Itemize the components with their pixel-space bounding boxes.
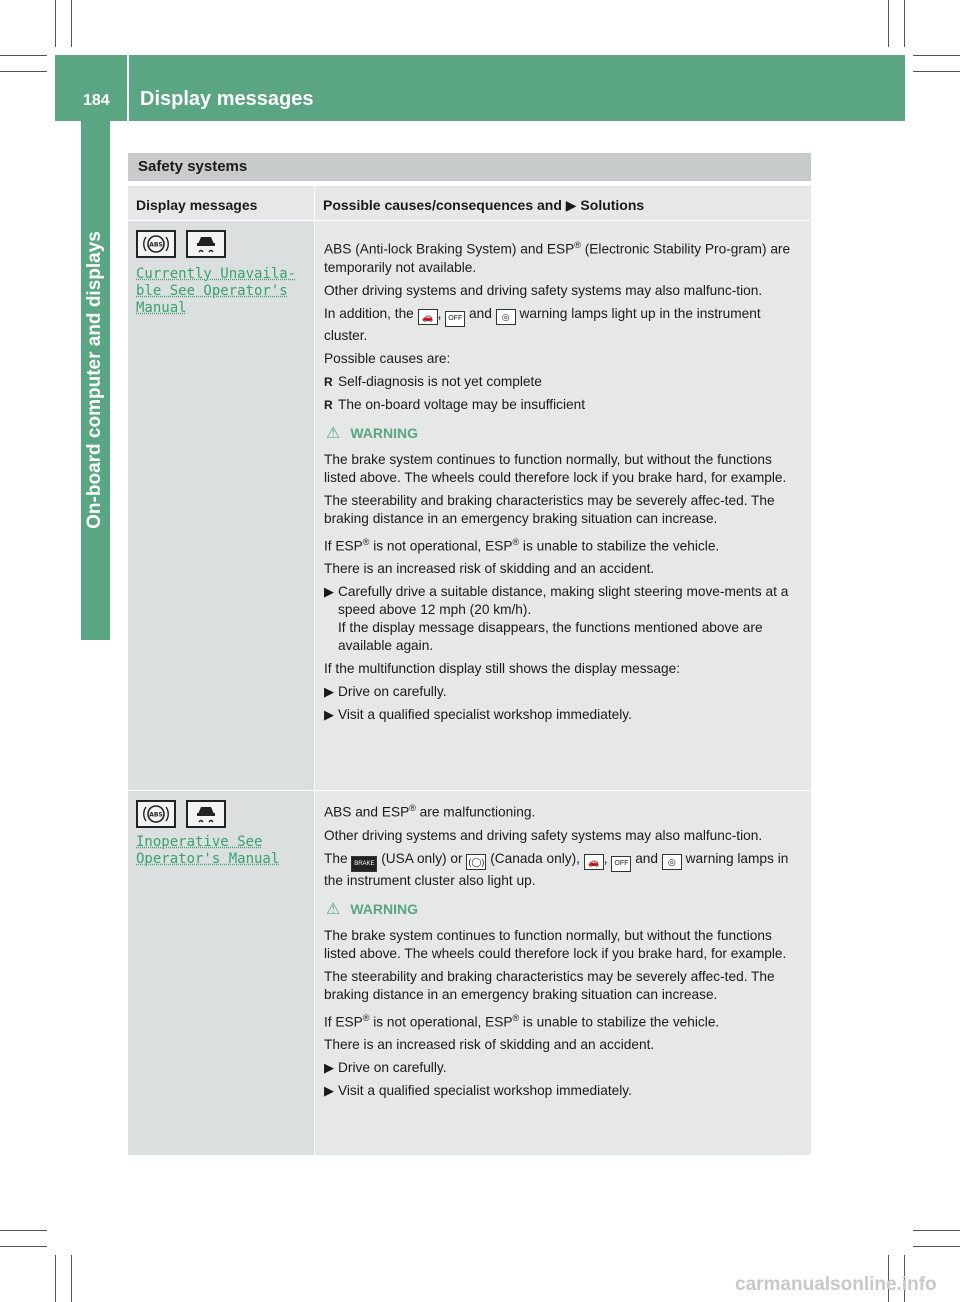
- crop-mark: [0, 55, 47, 56]
- crop-mark: [913, 71, 960, 72]
- brake-icon: BRAKE: [351, 856, 377, 872]
- arrow-icon: ▶: [324, 1060, 334, 1076]
- esp-warning-icon: 🚗: [418, 309, 438, 325]
- warning-heading: ⚠ WARNING: [326, 424, 419, 442]
- table-row-1-causes-cell: [315, 221, 811, 790]
- page-number: 184: [83, 92, 110, 109]
- arrow-icon: ▶: [324, 1083, 334, 1099]
- page-title: Display messages: [140, 88, 314, 110]
- esp-off-icon: OFF: [611, 856, 631, 872]
- warning-triangle-icon: ⚠: [326, 900, 341, 918]
- table-header-messages: [128, 186, 314, 220]
- crop-mark: [913, 1230, 960, 1231]
- paragraph: The brake system continues to function normally, but without the functions listed above. The wheels could therefore lock if you brake hard, for example.: [324, 927, 787, 961]
- arrow-icon: ▶: [324, 684, 334, 700]
- crop-mark: [0, 1230, 47, 1231]
- abs-warning-icon: ◎: [662, 854, 682, 870]
- display-message-text: Inoperative See Operator's Manual: [136, 834, 280, 867]
- esp-warning-icon: 🚗: [584, 854, 604, 870]
- column-header: Possible causes/consequences and ▶ Solutions: [323, 197, 645, 213]
- paragraph: ABS and ESP® are malfunctioning.: [324, 803, 536, 820]
- section-heading: [128, 153, 811, 181]
- list-item: R The on-board voltage may be insufficient: [324, 396, 586, 412]
- paragraph: The BRAKE (USA only) or (◯) (Canada only), 🚗 , OFF and ◎ warning lamps in the instrument cluster also light up.: [324, 850, 789, 888]
- paragraph: In addition, the 🚗 , OFF and ◎ warning lamps light up in the instrument cluster.: [324, 305, 761, 343]
- step-item: ▶ Visit a qualified specialist workshop immediately.: [324, 707, 632, 723]
- step-item: ▶ Carefully drive a suitable distance, making slight steering move-ments at a speed above 12 mph (20 km/h). If the display message disappears, the functions mentioned above are available again.: [324, 584, 789, 654]
- paragraph: ABS (Anti-lock Braking System) and ESP® (Electronic Stability Pro-gram) are temporarily not available.: [324, 240, 791, 275]
- svg-text:ABS: ABS: [149, 811, 163, 819]
- esp-off-icon: OFF: [445, 311, 465, 327]
- esp-skid-icon: [186, 230, 226, 258]
- abs-warning-icon: ◎: [496, 309, 516, 325]
- chapter-tab-label: On-board computer and displays: [84, 231, 105, 529]
- crop-mark: [55, 1255, 56, 1302]
- watermark: carmanualsonline.info: [735, 1274, 937, 1295]
- column-header: Display messages: [136, 197, 258, 213]
- brake-circle-icon: (◯): [466, 854, 486, 870]
- crop-mark: [904, 0, 905, 47]
- list-item: R Self-diagnosis is not yet complete: [324, 373, 542, 389]
- paragraph: Other driving systems and driving safety systems may also malfunc-tion.: [324, 282, 763, 298]
- paragraph: If ESP® is not operational, ESP® is unable to stabilize the vehicle.: [324, 1012, 720, 1030]
- crop-mark: [0, 1246, 47, 1247]
- abs-icon: [136, 230, 176, 258]
- header-divider: [127, 55, 129, 121]
- step-item: ▶ Drive on carefully.: [324, 684, 447, 700]
- section-title: Safety systems: [138, 158, 248, 175]
- display-message-text: Currently Unavaila‐ ble See Operator's Manual: [136, 266, 297, 316]
- crop-mark: [71, 1255, 72, 1302]
- paragraph: The steerability and braking characteristics may be severely affec-ted. The braking distance in an emergency braking situation can increase.: [324, 968, 775, 1002]
- warning-triangle-icon: ⚠: [326, 424, 341, 442]
- step-item: ▶ Drive on carefully.: [324, 1060, 447, 1076]
- svg-text:ABS: ABS: [149, 241, 163, 249]
- table-header-causes: [315, 186, 811, 220]
- crop-mark: [71, 0, 72, 47]
- paragraph: Other driving systems and driving safety systems may also malfunc-tion.: [324, 827, 763, 843]
- paragraph: If the multifunction display still shows the display message:: [324, 661, 681, 677]
- table-row-2-message-cell: [128, 791, 314, 1155]
- paragraph: There is an increased risk of skidding and an accident.: [324, 561, 655, 577]
- paragraph: The steerability and braking characteristics may be severely affec-ted. The braking distance in an emergency braking situation can increase.: [324, 492, 775, 526]
- crop-mark: [913, 1246, 960, 1247]
- crop-mark: [913, 55, 960, 56]
- crop-mark: [0, 71, 47, 72]
- arrow-icon: ▶: [324, 584, 334, 600]
- esp-skid-icon: [186, 800, 226, 828]
- paragraph: There is an increased risk of skidding and an accident.: [324, 1037, 655, 1053]
- arrow-icon: ▶: [324, 707, 334, 723]
- table-row-1-message-cell: [128, 221, 314, 790]
- crop-mark: [888, 0, 889, 47]
- abs-icon: [136, 800, 176, 828]
- crop-mark: [55, 0, 56, 47]
- step-item: ▶ Visit a qualified specialist workshop immediately.: [324, 1083, 632, 1099]
- paragraph: Possible causes are:: [324, 350, 451, 366]
- table-row-2-causes-cell: [315, 791, 811, 1155]
- paragraph: The brake system continues to function normally, but without the functions listed above. The wheels could therefore lock if you brake hard, for example.: [324, 451, 787, 485]
- paragraph: If ESP® is not operational, ESP® is unable to stabilize the vehicle.: [324, 536, 720, 554]
- warning-heading: ⚠ WARNING: [326, 900, 419, 918]
